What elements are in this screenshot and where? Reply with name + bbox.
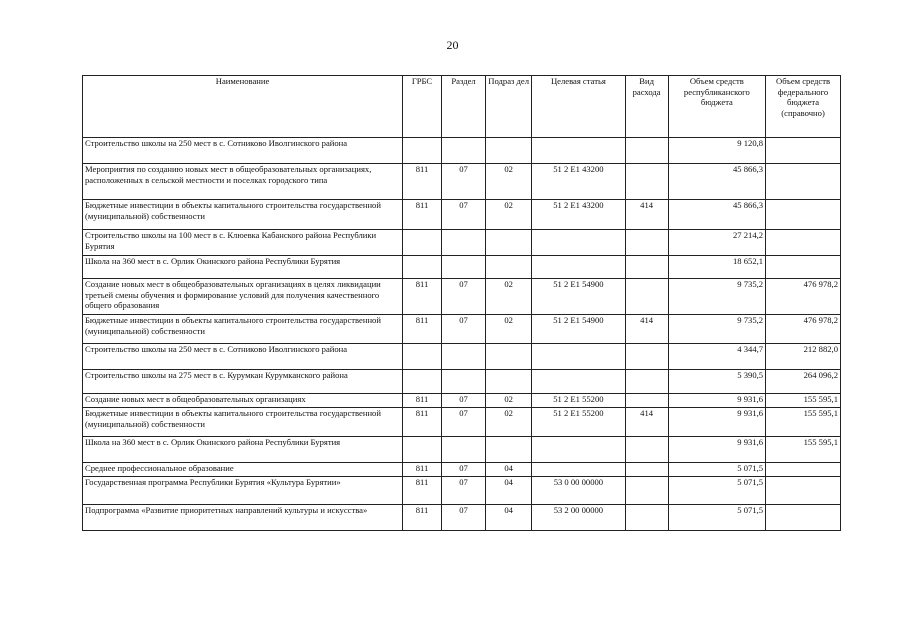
cell-grbs: 811 xyxy=(403,315,442,344)
cell-razdel: 07 xyxy=(441,164,485,200)
cell-federal-budget xyxy=(766,230,841,256)
cell-razdel: 07 xyxy=(441,463,485,477)
cell-target-article xyxy=(532,370,625,394)
cell-expense-type xyxy=(625,256,668,279)
cell-name: Создание новых мест в общеобразовательных организациях xyxy=(83,394,403,408)
cell-grbs: 811 xyxy=(403,164,442,200)
cell-expense-type xyxy=(625,437,668,463)
cell-razdel xyxy=(441,256,485,279)
cell-grbs xyxy=(403,230,442,256)
cell-expense-type xyxy=(625,164,668,200)
cell-razdel: 07 xyxy=(441,505,485,531)
cell-republican-budget: 5 071,5 xyxy=(668,505,765,531)
table-row xyxy=(83,437,841,463)
cell-expense-type: 414 xyxy=(625,200,668,230)
cell-federal-budget xyxy=(766,256,841,279)
cell-expense-type xyxy=(625,477,668,505)
cell-republican-budget: 9 120,8 xyxy=(668,138,765,164)
cell-podrazdel: 02 xyxy=(486,164,532,200)
table-row xyxy=(83,408,841,437)
cell-grbs: 811 xyxy=(403,477,442,505)
cell-name: Школа на 360 мест в с. Орлик Окинского района Республики Бурятия xyxy=(83,256,403,279)
table-row xyxy=(83,463,841,477)
cell-federal-budget xyxy=(766,463,841,477)
cell-podrazdel xyxy=(486,344,532,370)
cell-republican-budget: 9 931,6 xyxy=(668,437,765,463)
cell-republican-budget: 5 390,5 xyxy=(668,370,765,394)
cell-name: Подпрограмма «Развитие приоритетных направлений культуры и искусства» xyxy=(83,505,403,531)
cell-grbs: 811 xyxy=(403,463,442,477)
cell-name: Строительство школы на 275 мест в с. Курумкан Курумканского района xyxy=(83,370,403,394)
cell-expense-type xyxy=(625,344,668,370)
cell-federal-budget: 155 595,1 xyxy=(766,394,841,408)
cell-razdel xyxy=(441,138,485,164)
cell-target-article xyxy=(532,256,625,279)
cell-republican-budget: 27 214,2 xyxy=(668,230,765,256)
table-body xyxy=(83,138,841,531)
cell-target-article xyxy=(532,437,625,463)
cell-podrazdel: 04 xyxy=(486,505,532,531)
cell-federal-budget: 212 882,0 xyxy=(766,344,841,370)
cell-name: Бюджетные инвестиции в объекты капитального строительства государственной (муниципальной) собственности xyxy=(83,200,403,230)
column-header-republican-budget: Объем средств республиканского бюджета xyxy=(668,76,765,138)
cell-republican-budget: 18 652,1 xyxy=(668,256,765,279)
cell-grbs: 811 xyxy=(403,200,442,230)
table-row xyxy=(83,315,841,344)
cell-podrazdel xyxy=(486,370,532,394)
cell-name: Бюджетные инвестиции в объекты капитального строительства государственной (муниципальной) собственности xyxy=(83,408,403,437)
cell-razdel: 07 xyxy=(441,408,485,437)
cell-republican-budget: 9 931,6 xyxy=(668,408,765,437)
cell-podrazdel: 02 xyxy=(486,315,532,344)
column-header-expense-type: Вид расхода xyxy=(625,76,668,138)
cell-republican-budget: 4 344,7 xyxy=(668,344,765,370)
cell-grbs xyxy=(403,138,442,164)
cell-podrazdel: 02 xyxy=(486,200,532,230)
budget-table xyxy=(82,75,841,531)
cell-federal-budget: 476 978,2 xyxy=(766,315,841,344)
cell-expense-type xyxy=(625,279,668,315)
cell-podrazdel: 02 xyxy=(486,279,532,315)
cell-grbs: 811 xyxy=(403,394,442,408)
cell-target-article: 51 2 E1 43200 xyxy=(532,164,625,200)
cell-expense-type xyxy=(625,463,668,477)
cell-grbs: 811 xyxy=(403,505,442,531)
cell-federal-budget xyxy=(766,138,841,164)
cell-target-article: 51 2 E1 55200 xyxy=(532,408,625,437)
cell-expense-type xyxy=(625,230,668,256)
cell-expense-type xyxy=(625,370,668,394)
table-row xyxy=(83,477,841,505)
cell-target-article xyxy=(532,463,625,477)
table-header xyxy=(83,76,841,138)
cell-razdel: 07 xyxy=(441,315,485,344)
cell-podrazdel: 04 xyxy=(486,463,532,477)
cell-name: Создание новых мест в общеобразовательных организациях в целях ликвидации третьей смены обучения и формирование условий для получения качественного общего образования xyxy=(83,279,403,315)
cell-razdel xyxy=(441,344,485,370)
cell-name: Школа на 360 мест в с. Орлик Окинского района Республики Бурятия xyxy=(83,437,403,463)
cell-republican-budget: 9 931,6 xyxy=(668,394,765,408)
cell-grbs xyxy=(403,344,442,370)
cell-grbs xyxy=(403,370,442,394)
cell-republican-budget: 5 071,5 xyxy=(668,477,765,505)
table-row xyxy=(83,230,841,256)
cell-federal-budget: 155 595,1 xyxy=(766,437,841,463)
column-header-grbs: ГРБС xyxy=(403,76,442,138)
cell-podrazdel xyxy=(486,138,532,164)
cell-grbs: 811 xyxy=(403,279,442,315)
cell-razdel: 07 xyxy=(441,200,485,230)
table-row xyxy=(83,505,841,531)
cell-podrazdel xyxy=(486,256,532,279)
cell-razdel: 07 xyxy=(441,279,485,315)
cell-republican-budget: 9 735,2 xyxy=(668,315,765,344)
table-row xyxy=(83,370,841,394)
cell-grbs: 811 xyxy=(403,408,442,437)
cell-expense-type: 414 xyxy=(625,315,668,344)
cell-razdel xyxy=(441,370,485,394)
cell-grbs xyxy=(403,256,442,279)
cell-name: Строительство школы на 250 мест в с. Сотниково Иволгинского района xyxy=(83,344,403,370)
cell-podrazdel xyxy=(486,437,532,463)
cell-republican-budget: 45 866,3 xyxy=(668,200,765,230)
cell-name: Строительство школы на 100 мест в с. Клюевка Кабанского района Республики Бурятия xyxy=(83,230,403,256)
cell-federal-budget: 155 595,1 xyxy=(766,408,841,437)
cell-expense-type xyxy=(625,138,668,164)
cell-name: Мероприятия по созданию новых мест в общеобразовательных организациях, расположенных в сельской местности и поселках городского типа xyxy=(83,164,403,200)
table-row xyxy=(83,394,841,408)
cell-expense-type: 414 xyxy=(625,408,668,437)
table-row xyxy=(83,279,841,315)
column-header-name: Наименование xyxy=(83,76,403,138)
cell-target-article: 53 0 00 00000 xyxy=(532,477,625,505)
cell-federal-budget: 476 978,2 xyxy=(766,279,841,315)
cell-target-article xyxy=(532,138,625,164)
cell-target-article: 51 2 E1 55200 xyxy=(532,394,625,408)
cell-target-article: 51 2 E1 54900 xyxy=(532,315,625,344)
cell-razdel xyxy=(441,437,485,463)
page-number: 20 xyxy=(446,38,459,52)
cell-razdel: 07 xyxy=(441,477,485,505)
cell-razdel xyxy=(441,230,485,256)
cell-razdel: 07 xyxy=(441,394,485,408)
table-row xyxy=(83,164,841,200)
cell-target-article: 51 2 E1 54900 xyxy=(532,279,625,315)
cell-target-article xyxy=(532,344,625,370)
cell-podrazdel: 04 xyxy=(486,477,532,505)
cell-name: Бюджетные инвестиции в объекты капитального строительства государственной (муниципальной) собственности xyxy=(83,315,403,344)
cell-podrazdel xyxy=(486,230,532,256)
cell-grbs xyxy=(403,437,442,463)
column-header-federal-budget: Объем средств федерального бюджета (справочно) xyxy=(766,76,841,138)
cell-target-article xyxy=(532,230,625,256)
cell-name: Государственная программа Республики Бурятия «Культура Бурятии» xyxy=(83,477,403,505)
cell-expense-type xyxy=(625,505,668,531)
cell-target-article: 53 2 00 00000 xyxy=(532,505,625,531)
cell-name: Строительство школы на 250 мест в с. Сотниково Иволгинского района xyxy=(83,138,403,164)
cell-republican-budget: 45 866,3 xyxy=(668,164,765,200)
cell-federal-budget xyxy=(766,477,841,505)
table-row xyxy=(83,138,841,164)
column-header-podrazdel: Подраз дел xyxy=(486,76,532,138)
table-row xyxy=(83,344,841,370)
cell-podrazdel: 02 xyxy=(486,394,532,408)
cell-expense-type xyxy=(625,394,668,408)
table-row xyxy=(83,256,841,279)
cell-name: Среднее профессиональное образование xyxy=(83,463,403,477)
column-header-target-article: Целевая статья xyxy=(532,76,625,138)
cell-republican-budget: 5 071,5 xyxy=(668,463,765,477)
cell-target-article: 51 2 E1 43200 xyxy=(532,200,625,230)
cell-podrazdel: 02 xyxy=(486,408,532,437)
table-row xyxy=(83,200,841,230)
column-header-razdel: Раздел xyxy=(441,76,485,138)
cell-federal-budget xyxy=(766,200,841,230)
cell-federal-budget xyxy=(766,164,841,200)
cell-federal-budget xyxy=(766,505,841,531)
cell-federal-budget: 264 096,2 xyxy=(766,370,841,394)
cell-republican-budget: 9 735,2 xyxy=(668,279,765,315)
